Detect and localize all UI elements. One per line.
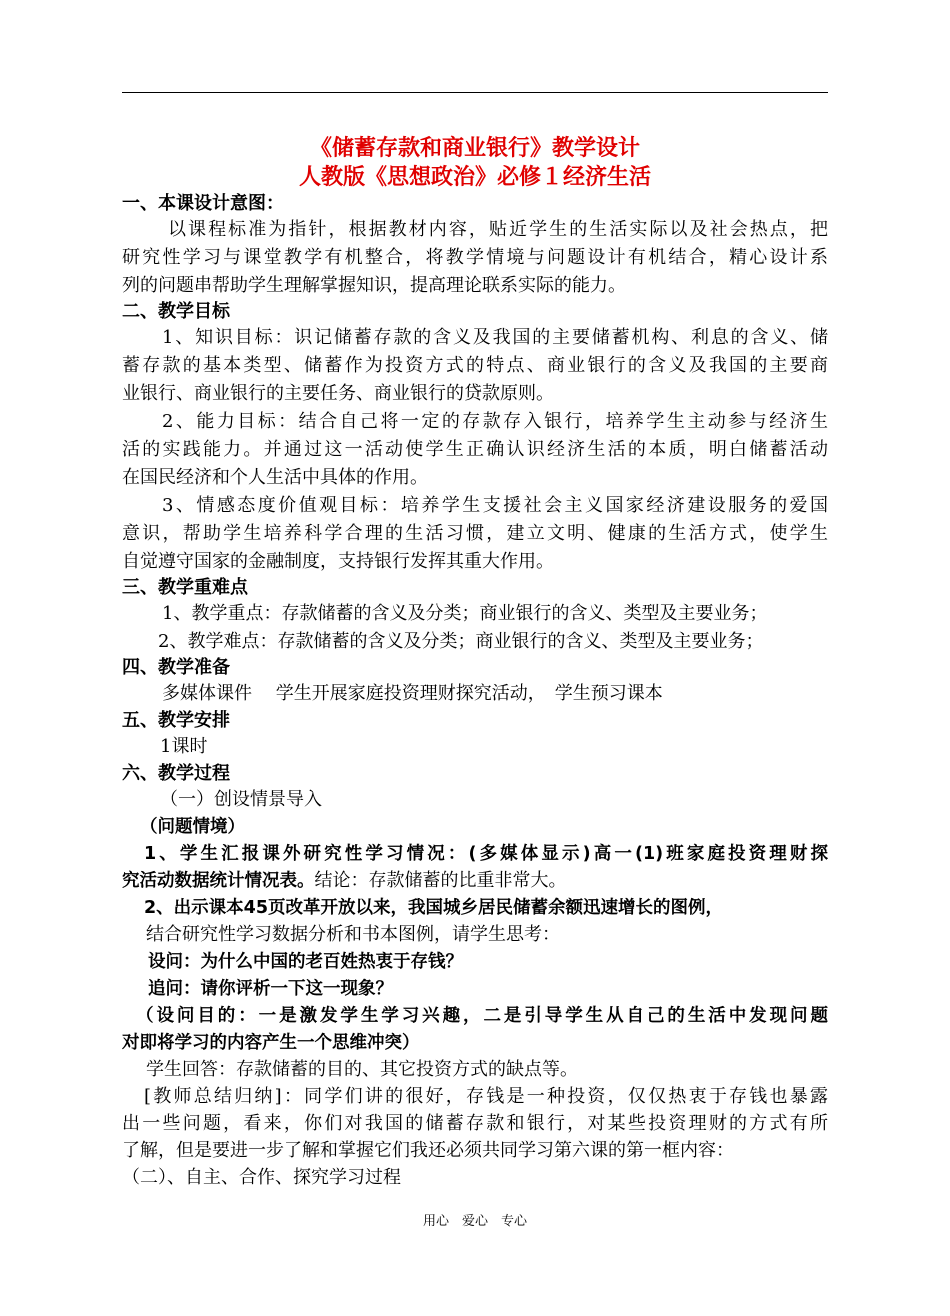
followup-line: 追问：请你评析一下这一现象？ xyxy=(148,979,393,999)
paragraph-line: 在国民经济和个人生活中具体的作用。 xyxy=(122,467,428,488)
paragraph-line: 学生回答：存款储蓄的目的、其它投资方式的缺点等。 xyxy=(146,1059,578,1080)
paragraph-line: 1、知识目标：识记储蓄存款的含义及我国的主要储蓄机构、利息的含义、储 xyxy=(162,327,828,348)
paragraph-line xyxy=(122,866,828,896)
paragraph-line: 了解，但是要进一步了解和掌握它们我还必须共同学习第六课的第一框内容： xyxy=(122,1140,734,1161)
paragraph-line: 1、学生汇报课外研究性学习情况：(多媒体显示)高一(1)班家庭投资理财探 xyxy=(144,844,828,864)
paragraph-line: 出一些问题，看来，你们对我国的储蓄存款和银行，对某些投资理财的方式有所 xyxy=(122,1113,828,1134)
question-line: 设问：为什么中国的老百姓热衷于存钱？ xyxy=(148,952,463,972)
section-heading-preparation: 四、教学准备 xyxy=(122,657,230,678)
page-footer: 用心 爱心 专心 xyxy=(422,1214,527,1229)
section-heading-schedule: 五、教学安排 xyxy=(122,710,230,731)
section-heading-objectives: 二、教学目标 xyxy=(122,301,230,322)
paragraph-line: 对即将学习的内容产生一个思维冲突） xyxy=(122,1033,420,1053)
paragraph-line: 2、教学难点：存款储蓄的含义及分类；商业银行的含义、类型及主要业务； xyxy=(158,631,764,652)
subsection-title: （二）、自主、合作、探究学习过程 xyxy=(122,1167,401,1188)
paragraph-line: 1、教学重点：存款储蓄的含义及分类；商业银行的含义、类型及主要业务； xyxy=(162,603,768,624)
paragraph-line: [教师总结归纳]：同学们讲的很好，存钱是一种投资，仅仅热衷于存钱也暴露 xyxy=(144,1086,828,1107)
paragraph-line: 结合研究性学习数据分析和书本图例，请学生思考： xyxy=(146,924,560,945)
section-heading-key-points: 三、教学重难点 xyxy=(122,577,248,598)
problem-label: （问题情境） xyxy=(140,817,245,837)
paragraph-line: 自觉遵守国家的金融制度，支持银行发挥其重大作用。 xyxy=(122,551,554,572)
section-heading-design-intent: 一、本课设计意图： xyxy=(122,193,284,214)
paragraph-line: 蓄存款的基本类型、储蓄作为投资方式的特点、商业银行的含义及我国的主要商 xyxy=(122,355,828,376)
paragraph-line: 2、能力目标：结合自己将一定的存款存入银行，培养学生主动参与经济生 xyxy=(162,411,828,432)
document-subtitle: 人教版《思想政治》必修１经济生活 xyxy=(298,165,651,190)
paragraph-line: 3、情感态度价值观目标：培养学生支援社会主义国家经济建设服务的爱国 xyxy=(162,495,828,516)
paragraph-line: 研究性学习与课堂教学有机整合，将教学情境与问题设计有机结合，精心设计系 xyxy=(122,247,828,268)
document-title: 《储蓄存款和商业银行》教学设计 xyxy=(309,136,640,161)
bold-text: 究活动数据统计情况表。 xyxy=(122,871,315,891)
paragraph-line: 活的实践能力。并通过这一活动使学生正确认识经济生活的本质，明白储蓄活动 xyxy=(122,439,828,460)
section-heading-process: 六、教学过程 xyxy=(122,763,230,784)
subsection-title: （一）创设情景导入 xyxy=(160,789,322,810)
paragraph-line: 多媒体课件 学生开展家庭投资理财探究活动， 学生预习课本 xyxy=(162,683,663,704)
conclusion-text: 结论：存款储蓄的比重非常大。 xyxy=(314,870,567,891)
paragraph-line: 以课程标准为指针，根据教材内容，贴近学生的生活实际以及社会热点，把 xyxy=(168,219,828,240)
paragraph-line: （设问目的：一是激发学生学习兴趣，二是引导学生从自己的生活中发现问题 xyxy=(136,1006,828,1026)
paragraph-line: 1课时 xyxy=(160,736,208,757)
paragraph-line: 业银行、商业银行的主要任务、商业银行的贷款原则。 xyxy=(122,383,554,404)
paragraph-line: 意识，帮助学生培养科学合理的生活习惯，建立文明、健康的生活方式，使学生 xyxy=(122,523,828,544)
header-rule xyxy=(122,92,828,93)
paragraph-line: 2、出示课本45页改革开放以来，我国城乡居民储蓄余额迅速增长的图例， xyxy=(144,898,724,918)
paragraph-line: 列的问题串帮助学生理解掌握知识，提高理论联系实际的能力。 xyxy=(122,275,626,296)
